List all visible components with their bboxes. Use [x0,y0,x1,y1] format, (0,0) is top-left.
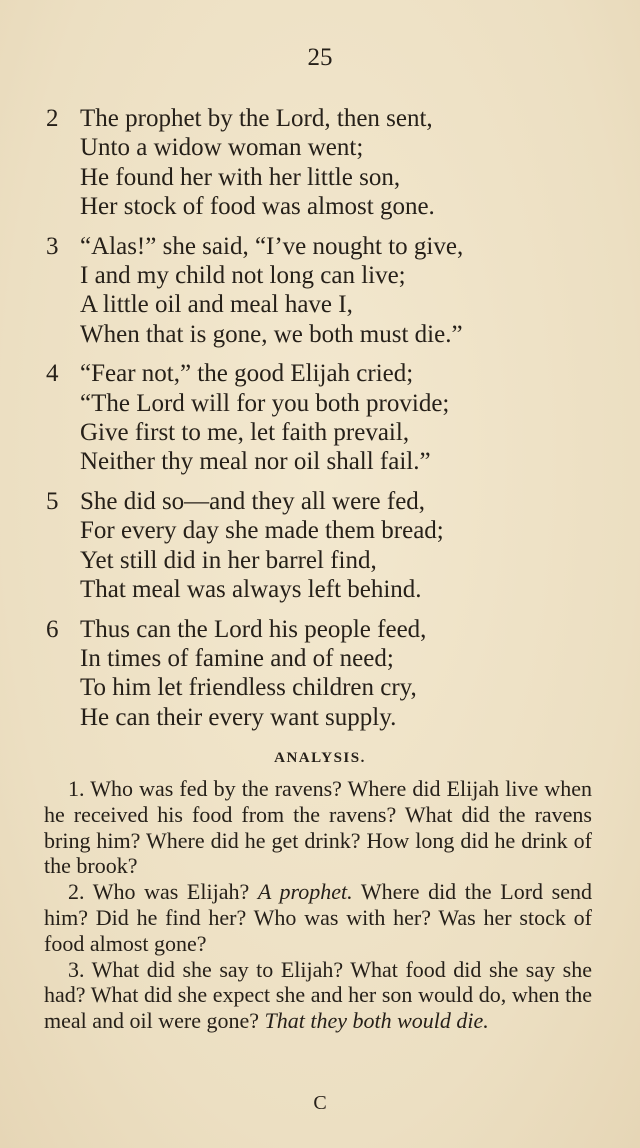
stanza [46,615,606,733]
verse-line: Give first to me, let faith prevail, [80,419,410,447]
stanza [46,232,606,350]
verse-line: When that is gone, we both must die.” [80,320,463,348]
signature-mark: C [313,1092,327,1114]
stanza-number: 4 [46,360,59,388]
verse-line: He can their every want supply. [80,703,397,731]
analysis-paragraph [44,776,592,879]
analysis-paragraph [44,879,592,956]
verse-line: Unto a widow woman went; [80,134,364,162]
stanza-number: 5 [46,487,59,515]
analysis-section [44,776,592,1034]
verse-line: A little oil and meal have I, [80,291,353,319]
verse-line: For every day she made them bread; [80,517,444,545]
poem [46,104,606,742]
verse-line: Neither thy meal nor oil shall fail.” [80,448,431,476]
verse-line: Thus can the Lord his people feed, [80,615,427,643]
verse-line: “Alas!” she said, “I’ve nought to give, [80,232,464,260]
stanza [46,104,606,222]
stanza [46,359,606,477]
page-number: 25 [307,44,333,71]
verse-line: “The Lord will for you both provide; [80,389,450,417]
analysis-paragraph [44,957,592,1034]
stanza-number: 3 [46,232,59,260]
analysis-text: Where did the Lord send him? Did he find her? Who was with her? Was her stock of food almost gone? [44,879,592,956]
analysis-heading: ANALYSIS. [274,750,366,766]
verse-line: He found her with her little son, [80,163,401,191]
verse-line: She did so—and they all were fed, [80,487,426,515]
stanza [46,487,606,605]
analysis-answer: A prophet. [257,879,353,905]
verse-line: The prophet by the Lord, then sent, [80,105,433,132]
verse-line: Yet still did in her barrel find, [80,546,377,574]
analysis-text: 2. Who was Elijah? [68,879,258,905]
verse-line: “Fear not,” the good Elijah cried; [80,360,414,388]
stanza-number: 6 [46,615,59,643]
verse-line: That meal was always left behind. [80,576,422,604]
stanza-number: 2 [46,105,59,132]
analysis-text: 1. Who was fed by the ravens? Where did Elijah live when he received his food from the ravens? What did the ravens bring him? Where did he get drink? How long did he drink of the brook? [44,776,592,879]
verse-line: To him let friendless children cry, [80,674,417,702]
analysis-answer: That they both would die. [264,1008,489,1034]
analysis-text: 3. What did she say to Elijah? What food did she say she had? What did she expect she and her son would do, when the meal and oil were gone? [44,956,592,1034]
verse-line: Her stock of food was almost gone. [80,193,435,221]
verse-line: I and my child not long can live; [80,262,406,290]
verse-line: In times of famine and of need; [80,644,394,672]
